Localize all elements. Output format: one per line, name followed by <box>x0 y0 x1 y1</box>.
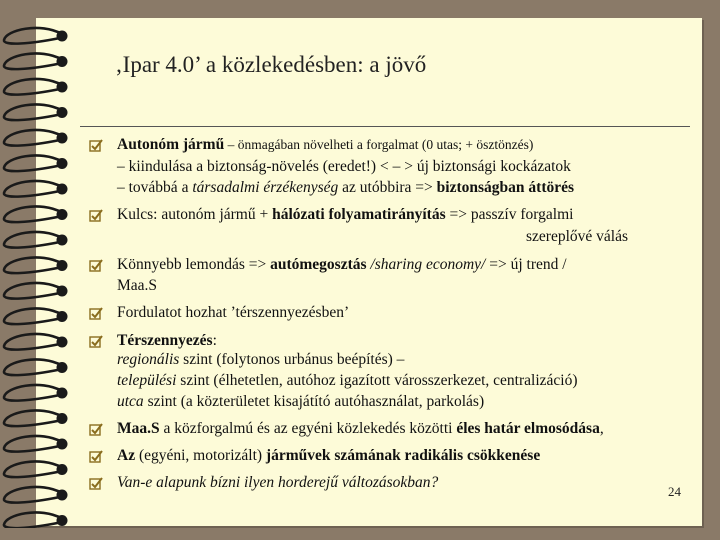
binding-ring <box>4 79 62 95</box>
binding-ring <box>4 436 62 452</box>
title-divider <box>80 126 690 127</box>
binding-ring <box>4 206 62 222</box>
item-8-line-1: Van-e alapunk bízni ilyen horderejű változásokban? <box>117 474 439 491</box>
binding-hole <box>57 388 68 399</box>
item-2-line-2: szereplővé válás <box>526 228 628 245</box>
item-2-line-1: Kulcs: autonóm jármű + hálózati folyamatirányítás => passzív forgalmi <box>117 206 574 223</box>
binding-hole <box>57 311 68 322</box>
binding-ring <box>4 410 62 426</box>
binding-hole <box>57 490 68 501</box>
binding-hole <box>57 107 68 118</box>
binding-hole <box>57 235 68 246</box>
binding-hole <box>57 56 68 67</box>
item-1-line-1: Autonóm jármű – önmagában növelheti a forgalmat (0 utas; + ösztönzés) <box>117 136 534 153</box>
binding-ring <box>4 28 62 44</box>
spiral-binding <box>0 18 80 528</box>
binding-ring <box>4 257 62 273</box>
binding-ring <box>4 308 62 324</box>
slide-title: ‚Ipar 4.0’ a közlekedésben: a jövő <box>115 52 427 77</box>
binding-hole <box>57 439 68 450</box>
page-number: 24 <box>668 484 681 499</box>
binding-hole <box>57 362 68 373</box>
binding-hole <box>57 464 68 475</box>
binding-ring <box>4 53 62 69</box>
binding-ring <box>4 104 62 120</box>
binding-hole <box>57 31 68 42</box>
item-7-line-1: Az (egyéni, motorizált) járművek számának radikális csökkenése <box>117 447 541 464</box>
binding-hole <box>57 337 68 348</box>
item-5-line-4: utca szint (a közterületet kisajátító autóhasználat, parkolás) <box>117 393 485 410</box>
binding-hole <box>57 515 68 526</box>
binding-ring <box>4 334 62 350</box>
checkbox-bullet-icon <box>88 334 104 350</box>
binding-hole <box>57 184 68 195</box>
binding-ring <box>4 385 62 401</box>
binding-ring <box>4 181 62 197</box>
item-5-line-2: regionális szint (folytonos urbánus beépítés) – <box>117 351 405 368</box>
checkbox-bullet-icon <box>88 306 104 322</box>
item-3-line-1: Könnyebb lemondás => autómegosztás /sharing economy/ => új trend / <box>117 256 567 273</box>
binding-ring <box>4 512 62 528</box>
binding-ring <box>4 130 62 146</box>
checkbox-bullet-icon <box>88 476 104 492</box>
checkbox-bullet-icon <box>88 449 104 465</box>
binding-ring <box>4 283 62 299</box>
item-1-line-2: – kiindulása a biztonság-növelés (eredet!) < – > új biztonsági kockázatok <box>117 158 571 175</box>
binding-ring <box>4 461 62 477</box>
binding-hole <box>57 133 68 144</box>
checkbox-bullet-icon <box>88 258 104 274</box>
binding-ring <box>4 232 62 248</box>
item-5-line-1: Térszennyezés: <box>117 332 217 349</box>
binding-ring <box>4 487 62 503</box>
item-5-line-3: települési szint (élhetetlen, autóhoz igazított városszerkezet, centralizáció) <box>117 372 578 389</box>
binding-hole <box>57 209 68 220</box>
binding-ring <box>4 155 62 171</box>
checkbox-bullet-icon <box>88 208 104 224</box>
checkbox-bullet-icon <box>88 138 104 154</box>
checkbox-bullet-icon <box>88 422 104 438</box>
item-3-line-2: Maa.S <box>117 277 158 294</box>
binding-hole <box>57 82 68 93</box>
binding-hole <box>57 413 68 424</box>
item-4-line-1: Fordulatot hozhat ’térszennyezésben’ <box>117 304 350 321</box>
binding-hole <box>57 260 68 271</box>
binding-hole <box>57 286 68 297</box>
binding-hole <box>57 158 68 169</box>
item-6-line-1: Maa.S a közforgalmú és az egyéni közlekedés közötti éles határ elmosódása, <box>117 420 604 437</box>
item-1-line-3: – továbbá a társadalmi érzékenység az utóbbira => biztonságban áttörés <box>117 179 575 196</box>
binding-ring <box>4 359 62 375</box>
